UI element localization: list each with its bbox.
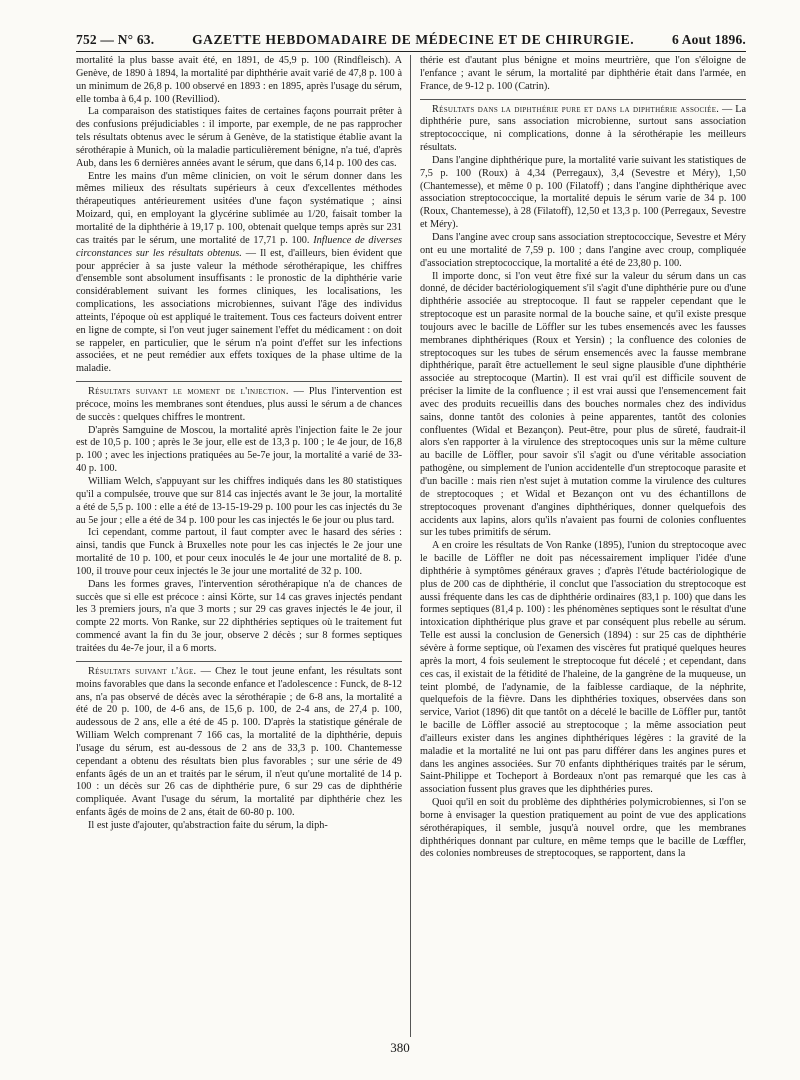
section-paragraph: [76, 386, 402, 425]
paragraph: Dans l'angine diphthérique pure, la mortalité varie suivant les statistiques de 7,5 p. 100 (Roux) à 4,34 (Perregaux), 3,4 (Sevestre et Méry), 1,50 (Chantemesse), et même 0 p. 100 (Filatoff) ; dans l'angine diphthérique avec association streptococcique, la mortalité depuis le sérum varie de 34 p. 100 (Roux, Chantemesse), à 28 (Filatoff), 12,50 et 13,3 p. 100 (Perregaux, Sevestre et Méry).: [420, 154, 746, 231]
italic-subheading: Influence de diverses circonstances sur les résultats obtenus.: [76, 234, 402, 259]
paragraph: Dans l'angine avec croup sans association streptococcique, Sevestre et Méry ont eu une mortalité de 7,59 p. 100 ; dans l'angine avec croup, compliquée d'association streptococcique, la mortalité a été de 23,80 p. 100.: [420, 231, 746, 269]
section-text: — La diphthérie pure, sans association microbienne, surtout sans association streptococcique, ni complications, donne à la sérothérapie les meilleurs résultats.: [420, 103, 747, 154]
section-paragraph: [76, 666, 402, 820]
paragraph-text: — Il est, d'ailleurs, bien évident que pour apprécier à sa juste valeur la méthode sérothérapique, les chiffres d'ensemble sont absolument insuffisants : le pronostic de la diphthérie varie considérablement suivant les formes cliniques, les localisations, les complications, les associations microbiennes, suivant l'âge des individus atteints, l'époque où est appliqué le traitement. Tous ces facteurs doivent entrer en ligne de compte, si l'on veut juger sainement l'effet du médicament : on doit se rappeler, en particulier, que le sérum n'a point d'effet sur les infections associées, et ne peut remédier aux effets toxiques de la phase ultime de la maladie.: [76, 247, 403, 375]
issue-date: 6 Aout 1896.: [671, 32, 746, 47]
paragraph-text: Entre les mains d'un même clinicien, on voit le sérum donner dans les mêmes milieux des résultats supérieurs à ceux d'excellentes méthodes thérapeutiques antérieurement usitées d'une façon systématique ; ainsi Moizard, qui, en employant la glycérine sublimée au 1/20, faisait tomber la mortalité de la diphthérie à 19,17 p. 100, obtenait quelque temps après sur 231 cas traités par le sérum, une mortalité de 17,71 p. 100.: [76, 170, 402, 246]
paragraph: [76, 171, 402, 377]
journal-page: [76, 32, 746, 861]
page-number: 752 — N° 63.: [76, 32, 155, 47]
section-rule: [420, 99, 746, 100]
paragraph: Il est juste d'ajouter, qu'abstraction faite du sérum, la diph-: [88, 819, 328, 831]
section-heading: Résultats suivant l'âge.: [88, 665, 197, 677]
section-text: — Plus l'intervention est précoce, moins les membranes sont étendues, plus aussi le sérum a de chances de succès : quelques chiffres le montrent.: [76, 386, 402, 423]
section-rule: [76, 661, 402, 662]
section-heading: Résultats suivant le moment de l'injection.: [88, 386, 289, 398]
paragraph: Quoi qu'il en soit du problème des diphthéries polymicrobiennes, si l'on se borne à envisager la question pratiquement au point de vue des applications sérothérapiques, il semble, jusqu'à nouvel ordre, que les membranes diphthériques donnant par culture, en même temps que le bacille de Lœffler, des colonies nombreuses de streptocoques, se rapportent, dans la: [420, 797, 746, 860]
paragraph: Dans les formes graves, l'intervention sérothérapique n'a de chances de succès que si elle est précoce : ainsi Körte, sur 14 cas graves injectés pendant les 3 premiers jours, n'a que 3 morts ; sur 29 cas graves injectés le 4e jour, il compte 22 morts. Von Ranke, sur 22 diphthéries septiques où le traitement fut commencé avant la fin du 3e jour, observe 2 décès ; sur 8 formes septiques traitées du 4e-7e jour, il a 6 morts.: [76, 578, 402, 654]
running-header: [76, 32, 746, 52]
section-paragraph: [420, 104, 746, 155]
journal-title: GAZETTE HEBDOMADAIRE DE MÉDECINE ET DE CHIRURGIE.: [192, 32, 635, 47]
text-columns: [76, 55, 746, 861]
right-column: [420, 55, 746, 861]
paragraph: thérie est d'autant plus bénigne et moins meurtrière, que l'on s'éloigne de l'enfance ; avant le sérum, la mortalité par diphthérie était dans l'armée, en France, de 9-12 p. 100 (Catrin).: [420, 55, 746, 92]
section-text: — Chez le tout jeune enfant, les résultats sont moins favorables que dans la seconde enfance et l'adolescence : Funck, de 8-12 ans, n'a pas observé de décès avec la sérothérapie ; de 6-8 ans, la mortalité a été de 20 p. 100, de 4-6 ans, de 15,6 p. 100, de 2-4 ans, de 27,4 p. 100, audessous de 2 ans, elle a été de 45 p. 100. D'après la statistique générale de William Welch comprenant 7 166 cas, la mortalité de la diphthérie, depuis l'usage du sérum, est au-dessous de 2 ans de 33,3 p. 100. Chantemesse cependant a obtenu des résultats bien plus favorables ; sur une série de 49 enfants âgés de un an et traités par le sérum, il n'eut qu'une mortalité de 14 p. 100 : un décès sur 26 cas de diphthérie pure, 6 sur 29 cas de diphthérie compliquée. Avant l'usage du sérum, la mortalité par diphthérie chez les enfants âgés de moins de 2 ans, était de 60-80 p. 100.: [76, 665, 403, 819]
paragraph: A en croire les résultats de Von Ranke (1895), l'union du streptocoque avec le bacille de Löffler ne doit pas nécessairement impliquer l'idée d'une diphthérie à symptômes généraux graves ; d'après l'étude bactériologique de plus de 200 cas de diphthérie, il conclut que l'association du streptocoque est aussi fréquente dans les cas de diphthérie ordinaires (83,1 p. 100) que dans les formes septiques (81,4 p. 100) : les phénomènes septiques sont le résultat d'une intoxication diphthérique plus grave et par conséquent plus rebelle au sérum. Telle est aussi la conclusion de Genersich (1894) : sur 25 cas de diphthérie sévère à forme septique, où l'examen des viscères fut pratiqué quelques heures après la mort, 4 fois seulement le streptocoque fut décelé ; et cependant, dans ces cas, il existait de la fétidité de l'haleine, de la gangrène de la muqueuse, un teint plombé, de l'adynamie, de la faiblesse cardiaque, de la néphrite, quelquefois de la fièvre. Dans les diphthéries toxiques, observées dans son service, Variot (1896) dit que tantôt on a décelé le bacille de Löffler pur, tantôt le bacille de Löffler associé au streptocoque ; la même association peut d'ailleurs exister dans les angines diphthériques légères : la gravité de la maladie et la mortalité ne lui ont pas paru différer dans les angines pures et dans les angines associées. Sur 70 enfants diphthériques traités par le sérum, Saint-Philippe et Tocheport à Bordeaux n'ont pas remarqué que les cas à association fussent plus graves que les diphthéries pures.: [420, 540, 746, 796]
section-rule: [76, 381, 402, 382]
left-column: [76, 55, 402, 861]
section-heading: Résultats dans la diphthérie pure et dans la diphthérie associée.: [432, 103, 720, 115]
paragraph: William Welch, s'appuyant sur les chiffres indiqués dans les 80 statistiques qu'il a compulsée, trouve que sur 814 cas injectés avant le 3e jour, la mortalité a été de 5,5 p. 100 : elle a été de 13-15-19-29 p. 100 pour les cas injectés du 3e au 5e jour ; elle a été de 34 p. 100 pour les cas injectés le 6e jour ou plus tard.: [76, 476, 402, 526]
paragraph: Ici cependant, comme partout, il faut compter avec le hasard des séries : ainsi, tandis que Funck à Bruxelles note pour les cas injectés le 2e jour une mortalité de 10 p. 100, et pour ceux inoculés le 4e jour une mortalité de 8. p. 100, il trouve pour ceux injectés le 3e jour une mortalité de 32 p. 100.: [76, 527, 402, 577]
paragraph: D'après Samguine de Moscou, la mortalité après l'injection faite le 2e jour est de 10,5 p. 100 ; après le 3e jour, elle est de 13,3 p. 100 ; le 4e jour, de 16,8 p. 100 ; avec les injections pratiquées au 5e-7e jour, la mortalité a varié de 33-40 p. 100.: [76, 424, 402, 475]
paragraph: mortalité la plus basse avait été, en 1891, de 45,9 p. 100 (Rindfleisch). A Genève, de 1890 à 1894, la mortalité par diphthérie avait varié de 47,8 p. 100 à un minimum de 26,8 p. 100 observé en 1893 : en 1895, après l'usage du sérum, elle tomba à 6,4 p. 100 (Revilliod).: [76, 55, 402, 105]
paragraph: Il importe donc, si l'on veut être fixé sur la valeur du sérum dans un cas donné, de décider bactériologiquement s'il s'agit d'une diphthérie pure ou d'une diphthérie associée au streptocoque. Il faut se rappeler cependant que le streptocoque est un parasite normal de la bouche saine, et qu'il existe presque toujours avec le bacille de Löffler sur les tubes ensemencés avec les fausses membranes diphthériques (Roux et Yersin) ; la confluence des colonies de streptocoques sur les tubes de sérum ensemencés avec la fausse membrane diphthérique, paraît être actuellement le seul signe plausible d'une diphthérie associée au streptocoque (Martin). Il est vrai qu'il est difficile souvent de préciser la limite de la confluence ; il est vrai aussi que l'ensemencement fait avec des produits recueillis dans des bouches normales chez des individus sains, donne tantôt des colonies à peine apparentes, tantôt des colonies confluentes (Widal et Bezançon). Peut-être, pour plus de sûreté, faudrait-il alors s'en rapporter à la virulence des streptocoques unis sur la même culture au bacille de Löffler, pour savoir s'il s'agit ou d'une véritable association pathogène, ou simplement de l'union accidentelle d'un streptocoque parasite et d'un bacille : mais rien n'est sujet à mutation comme la virulence des cultures de streptocoques ; et Widal et Bezançon ont vu des échantillons de streptocoques provenant d'angines diphthériques, donner quelquefois des accidents aux lapins, alors qu'ils n'avaient pas fourni de colonies confluentes sur les tubes primitifs de sérum.: [420, 270, 746, 539]
paragraph: La comparaison des statistiques faites de certaines façons pourrait prêter à des confusions préjudiciables : il importe, par exemple, de ne pas rapprocher tels résultats obtenus avec le sérum à Genève, de la statistique établie avant la sérothérapie à Munich, où la maladie particulièrement bénigne, n'a tué, d'après Aub, dans les 6 dernières années avant le sérum, que dans 6,14 p. 100 des cas.: [76, 106, 402, 169]
page-folio: 380: [390, 1040, 410, 1055]
column-separator: [410, 55, 411, 1037]
